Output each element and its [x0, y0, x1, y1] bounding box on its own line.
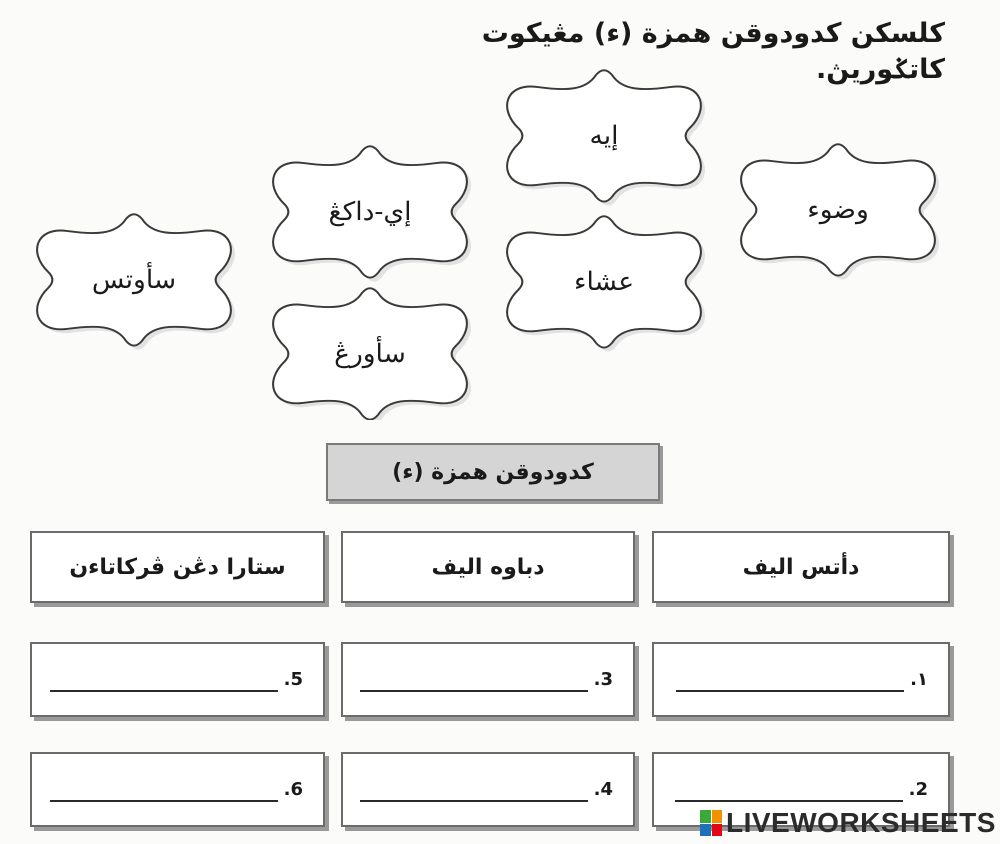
liveworksheets-logo [700, 806, 996, 840]
answer-line[interactable] [50, 782, 278, 802]
word-card-label: وضوء [807, 195, 869, 225]
category-banner [326, 443, 660, 501]
column-header-below-alif [341, 531, 635, 603]
column-header-label: ستارا دڠن ڤركاتاءن [69, 554, 286, 580]
answer-number: 6. [283, 779, 303, 800]
answer-number: 2. [908, 779, 928, 800]
answer-box-4[interactable] [341, 752, 635, 827]
logo-square-green [700, 810, 711, 823]
column-header-on-line [30, 531, 325, 603]
answer-box-6[interactable] [30, 752, 325, 827]
answer-line[interactable] [360, 672, 588, 692]
answer-number: 4. [593, 779, 613, 800]
word-card-label: سأورڠ [334, 339, 406, 369]
word-card-wudhu[interactable] [741, 144, 939, 279]
answer-box-5[interactable] [30, 642, 325, 717]
instruction-line: كلسكن كدودوقن همزة (ء) مڠيكوت كاتݢوريڽ. [481, 18, 945, 85]
answer-number: 3. [593, 669, 613, 690]
word-card-label: عشاء [573, 267, 635, 297]
answer-line[interactable] [360, 782, 588, 802]
word-card-label: سأوتس [91, 265, 177, 295]
answer-box-3[interactable] [341, 642, 635, 717]
word-card-saorang[interactable] [273, 288, 471, 420]
column-header-above-alif [652, 531, 950, 603]
answer-line[interactable] [675, 782, 903, 802]
word-card-label: إيه [589, 121, 619, 151]
word-card-label: إي-داکڠ [328, 197, 412, 227]
logo-square-orange [712, 810, 723, 823]
banner-title: كدودوقن همزة (ء) [392, 459, 594, 485]
logo-icon [700, 810, 722, 836]
word-card-saotus[interactable] [37, 214, 235, 349]
answer-line[interactable] [676, 672, 904, 692]
logo-square-blue [700, 824, 711, 837]
logo-square-red [712, 824, 723, 837]
word-cards-area [0, 0, 1000, 420]
logo-text: LIVEWORKSHEETS [726, 807, 996, 838]
word-card-iyah[interactable] [507, 70, 705, 205]
word-card-i-dakh[interactable] [273, 146, 471, 281]
answer-line[interactable] [50, 672, 278, 692]
word-card-isya[interactable] [507, 216, 705, 351]
column-header-label: دأتس اليف [742, 554, 860, 580]
answer-number: ١. [910, 669, 928, 690]
column-header-label: دباوه اليف [431, 554, 545, 580]
answer-box-1[interactable] [652, 642, 950, 717]
answer-number: 5. [283, 669, 303, 690]
